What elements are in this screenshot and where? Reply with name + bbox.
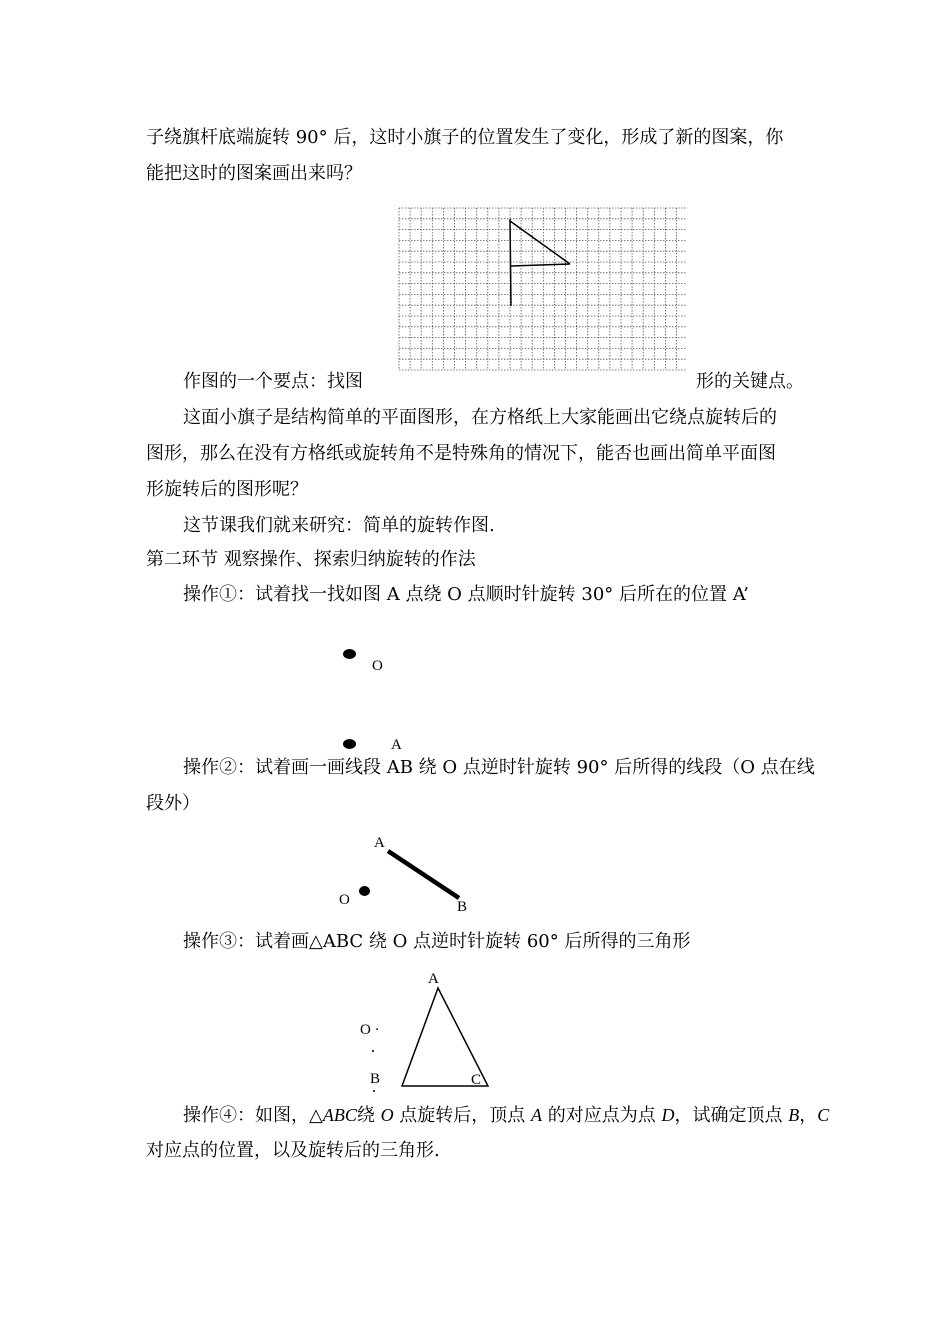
dot-mark-2 — [373, 1090, 375, 1092]
para2-line2: 图形，那么在没有方格纸或旋转角不是特殊角的情况下，能否也画出简单平面图 — [146, 443, 776, 464]
op1-label-O: O — [372, 658, 383, 674]
flag-grid-figure — [398, 207, 688, 372]
op2-line2: 段外） — [146, 793, 200, 814]
op4-line2: 对应点的位置，以及旋转后的三角形. — [146, 1140, 440, 1161]
point-O-dot — [343, 649, 356, 659]
section2-heading: 第二环节 观察操作、探索归纳旋转的作法 — [146, 549, 476, 570]
op1-label-A: A — [391, 737, 402, 753]
op3-text: 操作③：试着画△ABC 绕 O 点逆时针旋转 60° 后所得的三角形 — [183, 931, 691, 952]
op3-label-C: C — [471, 1072, 482, 1088]
flag-pole — [510, 219, 511, 306]
key-point-left: 作图的一个要点：找图 — [183, 371, 363, 392]
op2-label-A: A — [374, 835, 385, 851]
para1-line2: 能把这时的图案画出来吗？ — [146, 163, 362, 184]
dotted-grid — [399, 208, 686, 370]
op1-text: 操作①：试着找一找如图 A 点绕 O 点顺时针旋转 30° 后所在的位置 A’ — [183, 584, 749, 605]
flag-edge-bottom — [511, 264, 570, 266]
flag-edge-top — [510, 221, 570, 264]
segment-AB — [384, 846, 464, 906]
op4-line1: 操作④：如图，△ABC绕 O 点旋转后，顶点 A 的对应点为点 D，试确定顶点 B，C — [183, 1105, 830, 1126]
op2-label-B: B — [457, 899, 468, 915]
para2-line1: 这面小旗子是结构简单的平面图形，在方格纸上大家能画出它绕点旋转后的 — [183, 407, 777, 428]
op3-label-B: B — [370, 1071, 381, 1087]
triangle-ABC — [398, 984, 498, 1094]
dot-mark — [372, 1050, 374, 1052]
op2-line1: 操作②：试着画一画线段 AB 绕 O 点逆时针旋转 90° 后所得的线段（O 点在线 — [183, 757, 815, 778]
op3-label-A: A — [428, 971, 439, 987]
op3-label-O: O · — [360, 1022, 380, 1038]
point-A-dot — [343, 739, 356, 749]
para3: 这节课我们就来研究：简单的旋转作图. — [183, 515, 495, 536]
para2-line3: 形旋转后的图形呢？ — [146, 479, 308, 500]
flag — [510, 219, 570, 306]
key-point-right: 形的关键点。 — [696, 371, 804, 392]
para1-line1: 子绕旗杆底端旋转 90° 后，这时小旗子的位置发生了变化，形成了新的图案，你 — [146, 127, 784, 148]
point-O-dot-2 — [359, 886, 370, 896]
op2-label-O: O — [339, 892, 350, 908]
